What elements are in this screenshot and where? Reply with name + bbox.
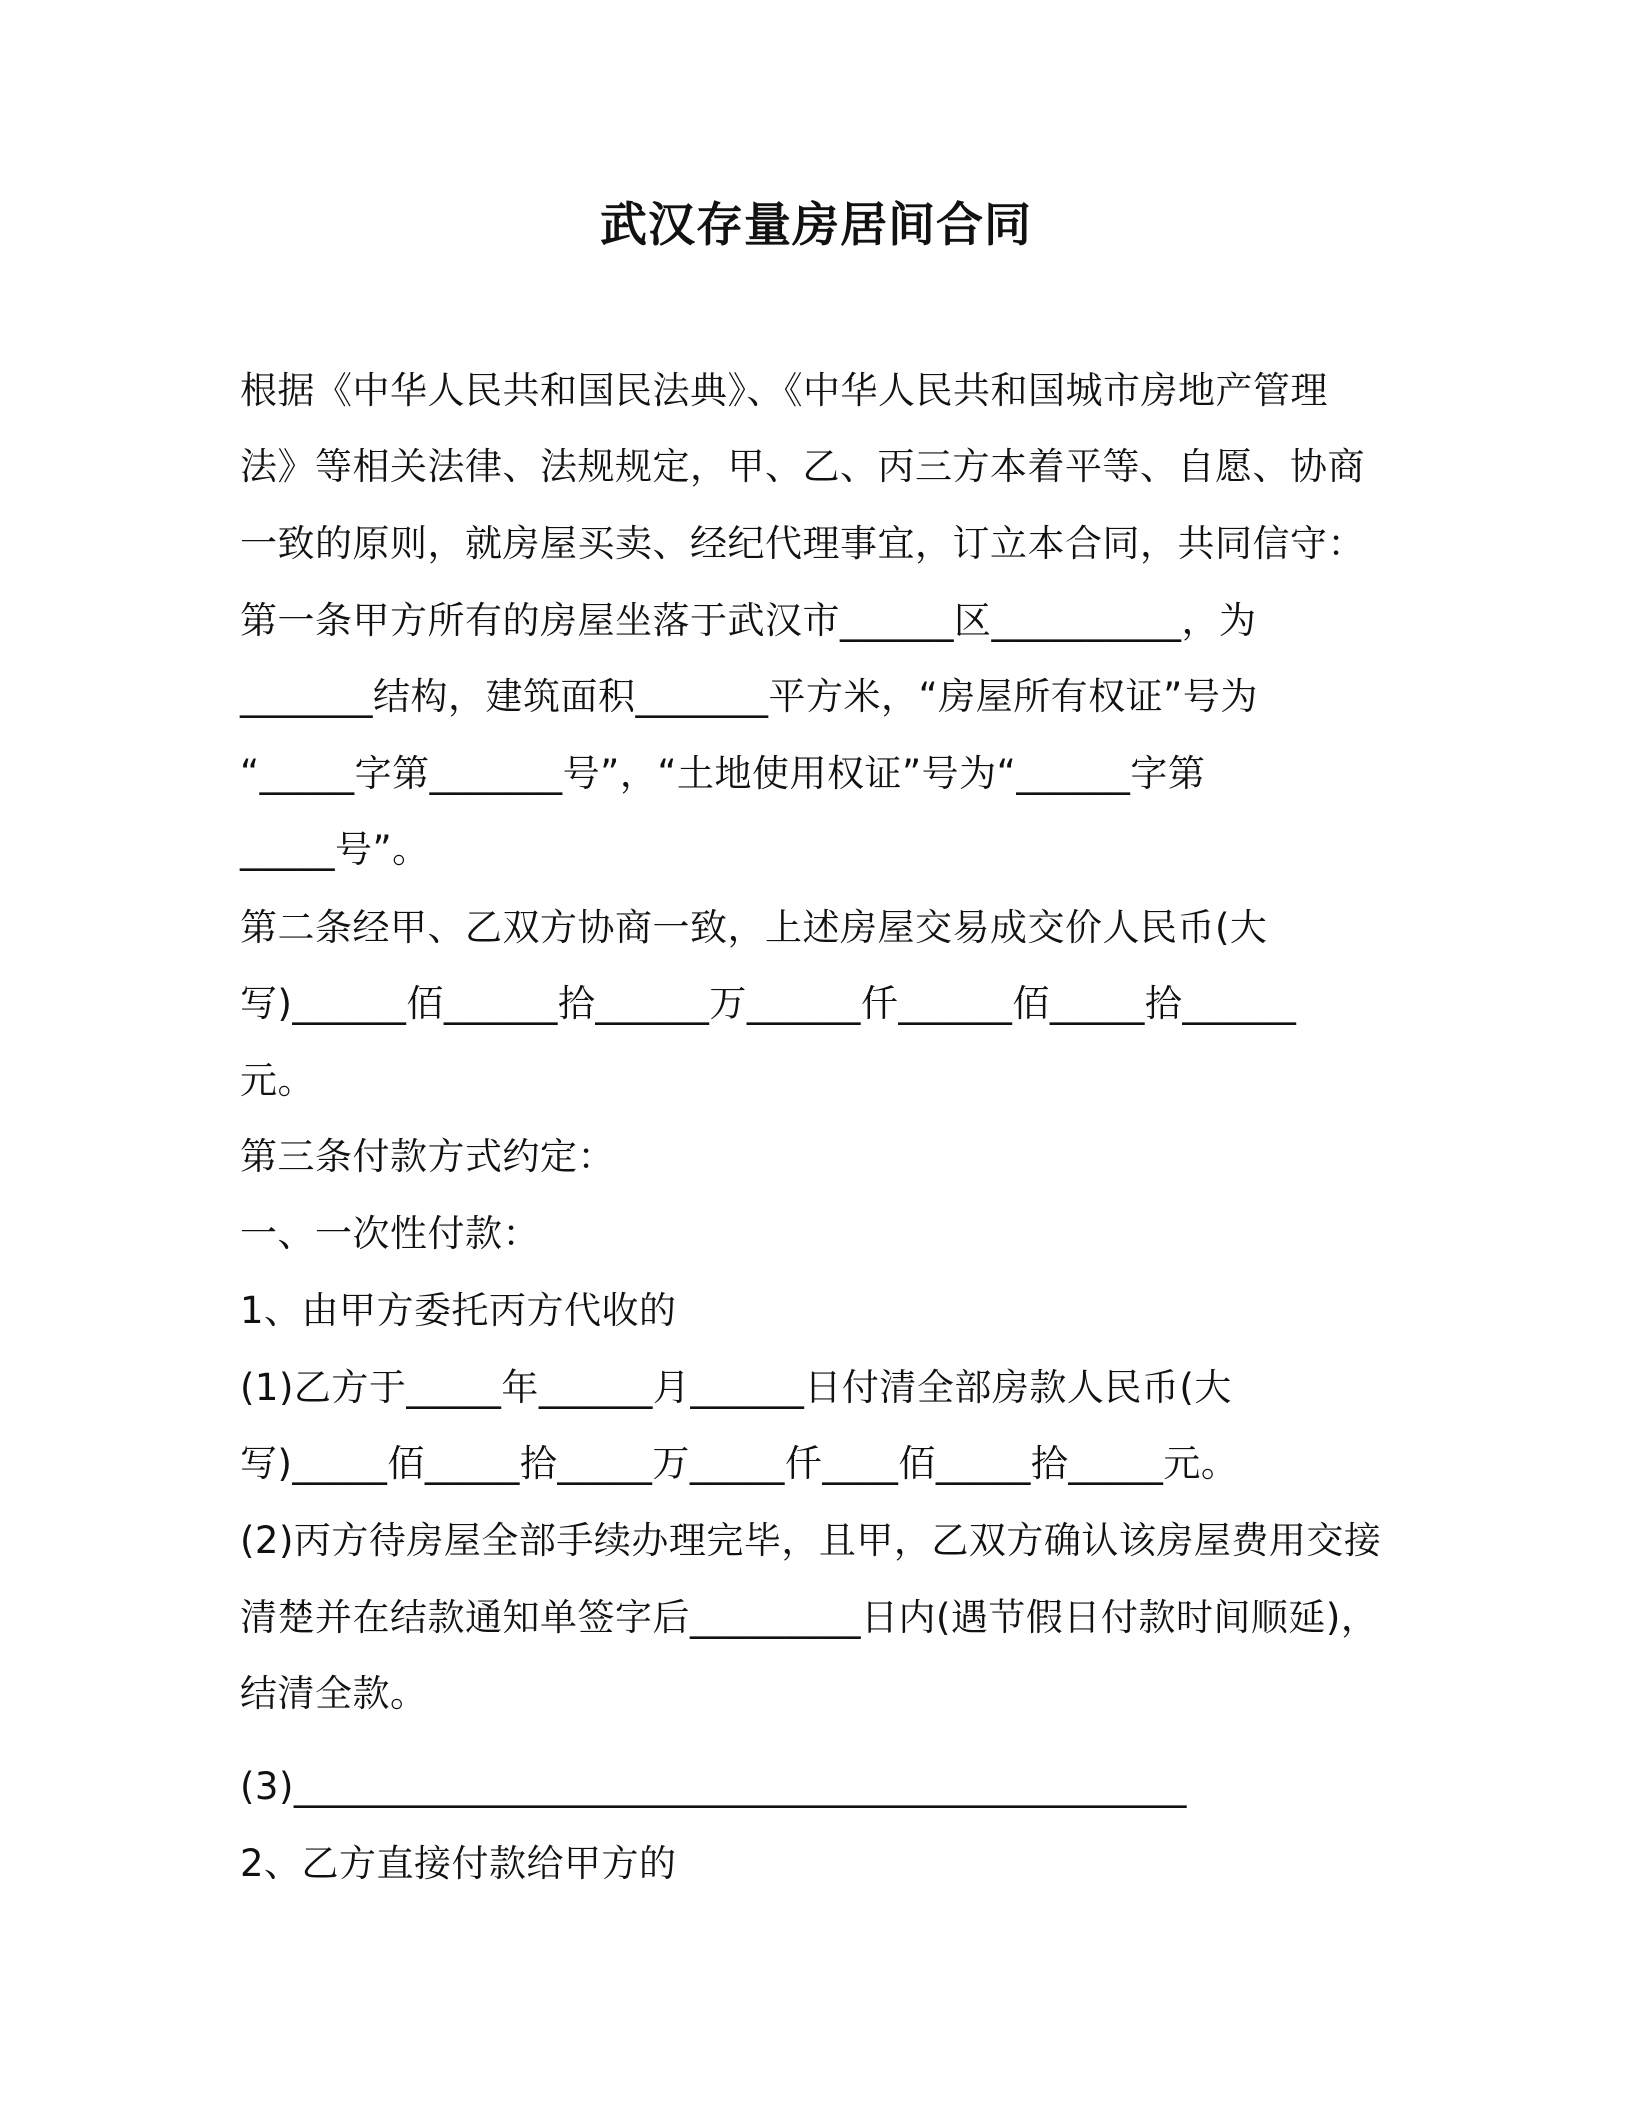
article-2-line-3: 元。 (240, 1059, 315, 1102)
clause-1-line-1: (1)乙方于_____年______月______日付清全部房款人民币(大 (240, 1366, 1232, 1409)
clause-3-line: (3)_______________________________________________ (240, 1765, 1187, 1808)
clause-2-line-2: 清楚并在结款通知单签字后_________日内(遇节假日付款时间顺延)， (240, 1596, 1379, 1639)
clause-2-line-3: 结清全款。 (240, 1672, 428, 1715)
article-1-line-3: “_____字第_______号”，“土地使用权证”号为“______字第 (240, 752, 1206, 795)
document-title: 武汉存量房居间合同 (600, 198, 1032, 253)
preamble-line-2: 法》等相关法律、法规规定，甲、乙、丙三方本着平等、自愿、协商 (240, 445, 1365, 488)
article-2-line-2: 写)______佰______拾______万______仟______佰_____拾______ (240, 982, 1297, 1025)
article-1-line-2: _______结构，建筑面积_______平方米，“房屋所有权证”号为 (240, 675, 1258, 718)
article-3-heading: 第三条付款方式约定： (240, 1135, 615, 1178)
article-2-line-1: 第二条经甲、乙双方协商一致，上述房屋交易成交价人民币(大 (240, 906, 1268, 949)
article-1-line-4: _____号”。 (240, 828, 430, 871)
item-1-heading: 1、由甲方委托丙方代收的 (240, 1289, 677, 1332)
article-1-line-1: 第一条甲方所有的房屋坐落于武汉市______区__________，为 (240, 599, 1257, 642)
preamble-line-1: 根据《中华人民共和国民法典》、《中华人民共和国城市房地产管理 (240, 369, 1328, 412)
section-one-heading: 一、一次性付款： (240, 1212, 540, 1255)
item-2-heading: 2、乙方直接付款给甲方的 (240, 1842, 677, 1885)
preamble-line-3: 一致的原则，就房屋买卖、经纪代理事宜，订立本合同，共同信守： (240, 522, 1365, 565)
clause-2-line-1: (2)丙方待房屋全部手续办理完毕，且甲，乙双方确认该房屋费用交接 (240, 1519, 1382, 1562)
clause-1-line-2: 写)_____佰_____拾_____万_____仟____佰_____拾_____元。 (240, 1442, 1239, 1485)
